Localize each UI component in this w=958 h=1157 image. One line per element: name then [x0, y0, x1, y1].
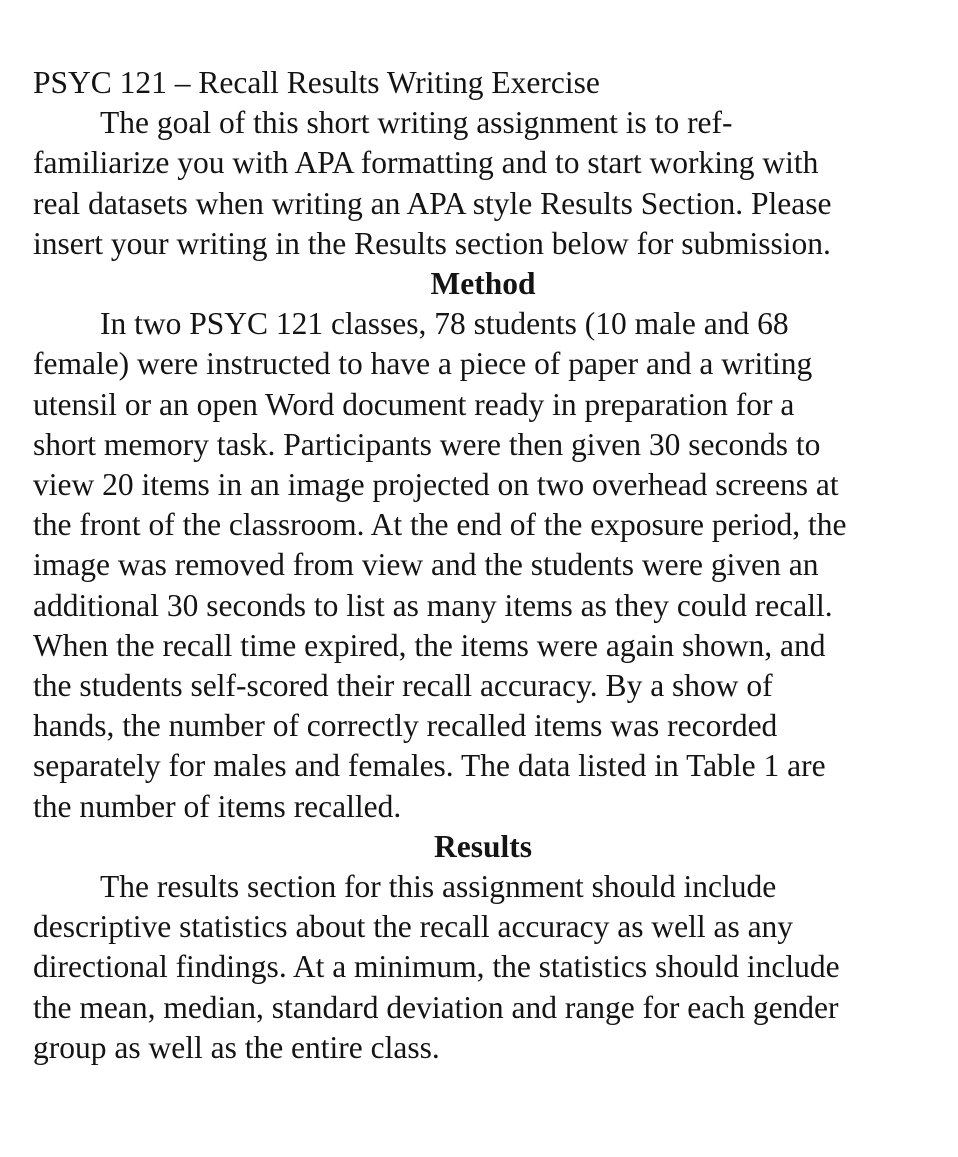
method-line: female) were instructed to have a piece of paper and a writing: [33, 346, 813, 382]
method-line: the front of the classroom. At the end of the exposure period, the: [33, 507, 847, 543]
intro-line: familiarize you with APA formatting and to start working with: [33, 145, 819, 181]
results-heading: Results: [433, 828, 532, 864]
results-line: The results section for this assignment should include: [100, 869, 777, 905]
method-line: the number of items recalled.: [33, 788, 402, 824]
results-line: descriptive statistics about the recall accuracy as well as any: [33, 909, 794, 945]
method-line: separately for males and females. The data listed in Table 1 are: [33, 748, 826, 784]
intro-paragraph: [33, 103, 933, 264]
results-line: the mean, median, standard deviation and range for each gender: [33, 989, 839, 1025]
intro-line: The goal of this short writing assignment is to ref-: [100, 105, 733, 141]
results-line: directional findings. At a minimum, the statistics should include: [33, 949, 840, 985]
method-line: In two PSYC 121 classes, 78 students (10 male and 68: [100, 306, 789, 342]
method-paragraph: [33, 304, 933, 827]
intro-line: real datasets when writing an APA style Results Section. Please: [33, 185, 832, 221]
method-line: the students self-scored their recall accuracy. By a show of: [33, 668, 773, 704]
document-page: [33, 63, 933, 1068]
method-line: view 20 items in an image projected on two overhead screens at: [33, 467, 839, 503]
method-line: When the recall time expired, the items were again shown, and: [33, 627, 826, 663]
method-line: image was removed from view and the students were given an: [33, 547, 819, 583]
document-title: PSYC 121 – Recall Results Writing Exercise: [33, 65, 600, 100]
method-line: additional 30 seconds to list as many items as they could recall.: [33, 587, 833, 623]
method-line: short memory task. Participants were then given 30 seconds to: [33, 426, 821, 462]
method-line: utensil or an open Word document ready in preparation for a: [33, 386, 795, 422]
method-line: hands, the number of correctly recalled items was recorded: [33, 708, 778, 744]
method-heading: Method: [430, 266, 536, 302]
results-line: group as well as the entire class.: [33, 1029, 440, 1065]
intro-line: insert your writing in the Results section below for submission.: [33, 225, 831, 261]
results-paragraph: [33, 867, 933, 1068]
